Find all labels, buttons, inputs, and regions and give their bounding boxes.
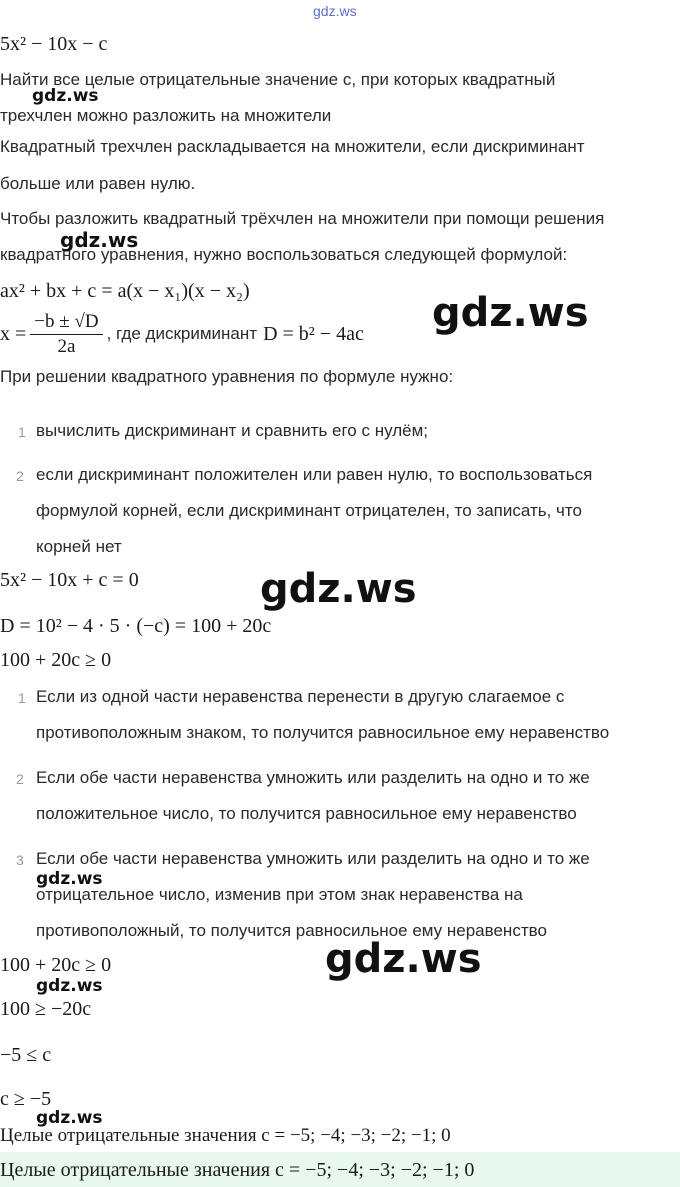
watermark: gdz.ws [36, 976, 103, 996]
equation: 5x² − 10x + c = 0 [0, 569, 139, 591]
discriminant-equation: D = 10² − 4 · 5 · (−c) = 100 + 20c [0, 615, 272, 637]
list-item-text: противоположным знаком, то получится равносильное ему неравенство [36, 723, 610, 742]
formula-roots-denominator: 2a [57, 335, 76, 357]
watermark: gdz.ws [325, 936, 482, 982]
list-item-text: вычислить дискриминант и сравнить его с нулём; [36, 421, 429, 440]
answer-final: Целые отрицательные значения c = −5; −4; −3; −2; −1; 0 [0, 1159, 475, 1181]
list-item-text: Если обе части неравенства умножить или разделить на одно и то же [36, 849, 590, 868]
list-number: 1 [18, 424, 26, 440]
formula-roots-numerator: −b ± √D [30, 310, 102, 335]
paragraph-1-line-1: Квадратный трехчлен раскладывается на множители, если дискриминант [0, 137, 585, 156]
list-item-text: противоположный, то получится равносильное ему неравенство [36, 921, 547, 940]
list-item-text: Если из одной части неравенства перенести в другую слагаемое с [36, 687, 565, 706]
list-number: 2 [16, 468, 24, 484]
inequality: 100 + 20c ≥ 0 [0, 649, 112, 671]
answer-line: Целые отрицательные значения c = −5; −4; −3; −2; −1; 0 [0, 1125, 451, 1146]
list-item-text: формулой корней, если дискриминант отрицателен, то записать, что [36, 501, 582, 520]
watermark: gdz.ws [60, 228, 139, 252]
watermark: gdz.ws [432, 290, 589, 336]
list-number: 1 [18, 690, 26, 706]
inequality: 100 ≥ −20c [0, 998, 92, 1020]
formula-roots-text: , где дискриминант [106, 324, 258, 343]
list-number: 2 [16, 771, 24, 787]
list-item-text: Если обе части неравенства умножить или разделить на одно и то же [36, 768, 590, 787]
formula-roots-fraction [30, 310, 102, 359]
list-item-text: если дискриминант положителен или равен нулю, то воспользоваться [36, 465, 593, 484]
inequality: −5 ≤ c [0, 1044, 52, 1066]
paragraph-1-line-2: больше или равен нулю. [0, 174, 196, 193]
watermark: gdz.ws [32, 86, 99, 106]
inequality: 100 + 20c ≥ 0 [0, 954, 112, 976]
watermark: gdz.ws [36, 1108, 103, 1128]
question-line-1: Найти все целые отрицательные значение c, при которых квадратный [0, 70, 556, 89]
inequality: c ≥ −5 [0, 1088, 52, 1110]
watermark-top: gdz.ws [313, 3, 357, 19]
list-item-text: положительное число, то получится равносильное ему неравенство [36, 804, 577, 823]
paragraph-2-line-1: Чтобы разложить квадратный трёхчлен на множители при помощи решения [0, 209, 605, 228]
formula-factorization: ax² + bx + c = a(x − x₁)(x − x₂) [0, 280, 250, 302]
expression-top: 5x² − 10x − c [0, 33, 108, 55]
formula-roots [0, 306, 364, 362]
list-number: 3 [16, 852, 24, 868]
list-item-text: отрицательное число, изменив при этом знак неравенства на [36, 885, 523, 904]
watermark: gdz.ws [36, 869, 103, 889]
formula-roots-lhs: x = [0, 323, 27, 345]
list-item-text: корней нет [36, 537, 122, 556]
formula-discriminant: D = b² − 4ac [263, 323, 364, 345]
question-line-2: трехчлен можно разложить на множители [0, 106, 332, 125]
watermark: gdz.ws [260, 566, 417, 612]
paragraph-3: При решении квадратного уравнения по формуле нужно: [0, 367, 454, 386]
paragraph-2-line-2: квадратного уравнения, нужно воспользоваться следующей формулой: [0, 245, 568, 264]
